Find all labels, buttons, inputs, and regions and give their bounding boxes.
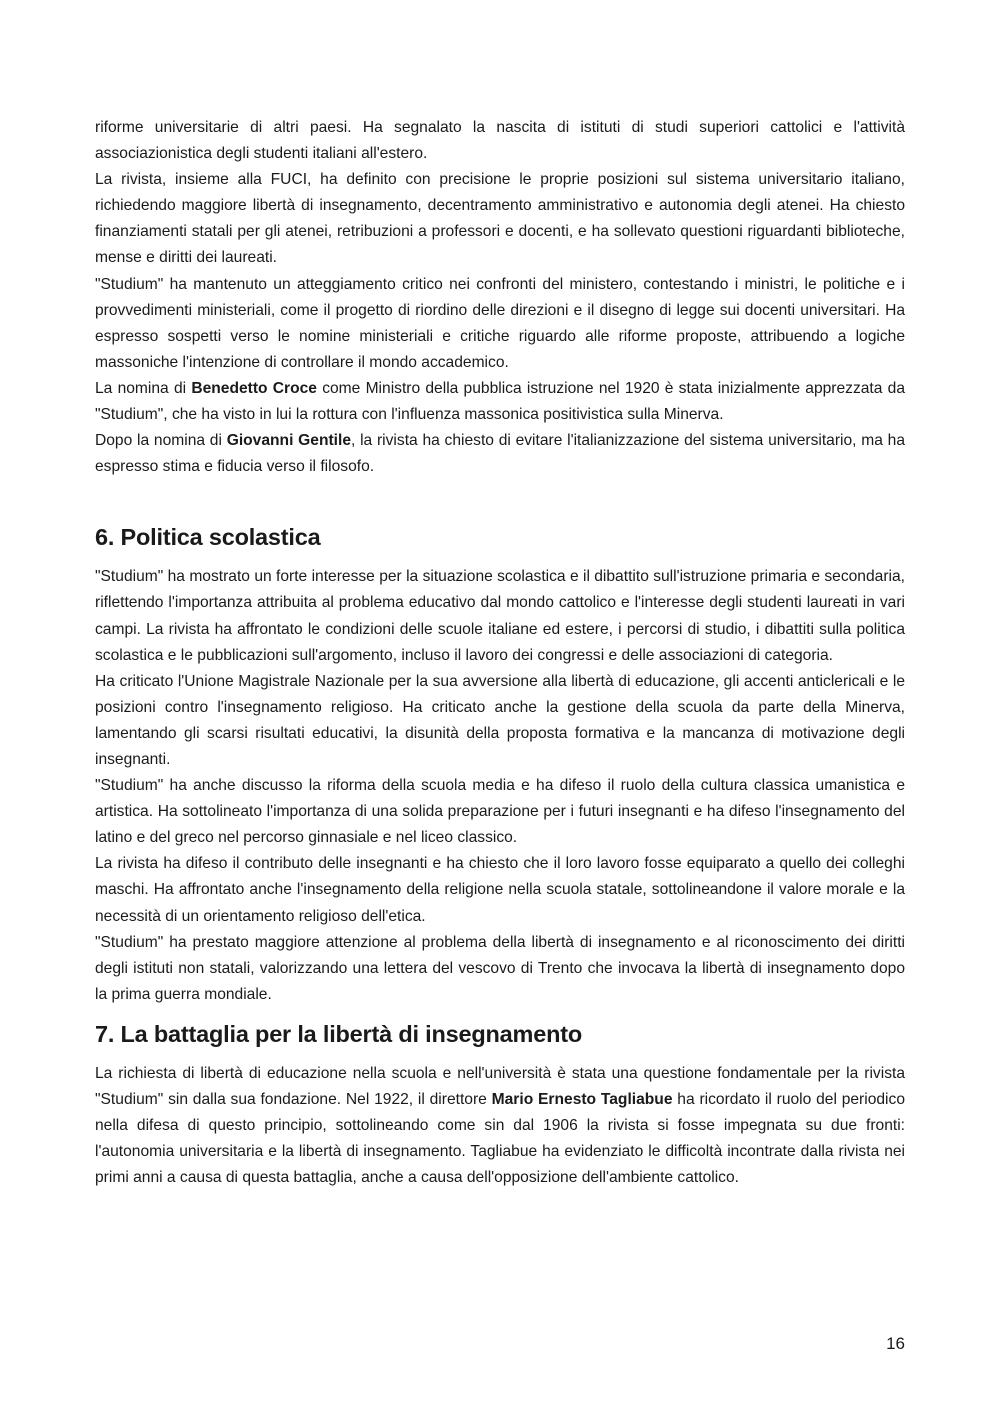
paragraph: "Studium" ha prestato maggiore attenzione al problema della libertà di insegnamento e al riconoscimento dei diritti degli istituti non statali, valorizzando una lettera del vescovo di Trento che invocava la libertà di insegnamento dopo la prima guerra mondiale. <box>95 933 905 1003</box>
bold-name: Giovanni Gentile <box>226 432 352 450</box>
paragraph: Ha criticato l'Unione Magistrale Nazionale per la sua avversione alla libertà di educazione, gli accenti anticlericali e le posizioni contro l'insegnamento religioso. Ha criticato anche la gestione della scuola da parte della Minerva, lamentando gli scarsi risultati educativi, la disunità della proposta formativa e la mancanza di motivazione degli insegnanti. <box>95 672 905 768</box>
paragraph <box>95 428 905 480</box>
text-run: La nomina di <box>95 379 192 397</box>
section-heading: 6. Politica scolastica <box>95 524 321 551</box>
page-number: 16 <box>886 1334 905 1353</box>
text-run: ha ricordato il ruolo del periodico nella difesa di questo principio, sottolineando come sin dal 1906 la rivista si fosse impegnata su due fronti: l'autonomia universitaria e la libertà di insegnamento. Tagliabue ha evidenziato le difficoltà incontrate dalla rivista nei primi anni a causa di questa battaglia, anche a causa dell'opposizione dell'ambiente cattolico. <box>95 1091 905 1187</box>
paragraph <box>95 376 905 428</box>
text-run: La richiesta di libertà di educazione nella scuola e nell'università è stata una questione fondamentale per la rivista "Studium" sin dalla sua fondazione. Nel 1922, il direttore <box>95 1064 905 1108</box>
paragraph <box>95 1061 905 1191</box>
text-run: Dopo la nomina di <box>95 432 227 450</box>
paragraph: riforme universitarie di altri paesi. Ha segnalato la nascita di istituti di studi superiori cattolici e l'attività associazionistica degli studenti italiani all'estero. <box>95 119 905 163</box>
paragraph: La rivista ha difeso il contributo delle insegnanti e ha chiesto che il loro lavoro fosse equiparato a quello dei colleghi maschi. Ha affrontato anche l'insegnamento della religione nella scuola statale, sottolineandone il valore morale e la necessità di un orientamento religioso dell'etica. <box>95 855 905 925</box>
bold-name: Mario Ernesto Tagliabue <box>491 1091 673 1108</box>
text-run: , la rivista ha chiesto di evitare l'italianizzazione del sistema universitario, ma ha espresso stima e fiducia verso il filosofo. <box>95 432 905 476</box>
paragraph: "Studium" ha anche discusso la riforma della scuola media e ha difeso il ruolo della cultura classica umanistica e artistica. Ha sottolineato l'importanza di una solida preparazione per i futuri insegnanti e ha difeso l'insegnamento del latino e del greco nel percorso ginnasiale e nel liceo classico. <box>95 777 905 847</box>
paragraph: La rivista, insieme alla FUCI, ha definito con precisione le proprie posizioni sul sistema universitario italiano, richiedendo maggiore libertà di insegnamento, decentramento amministrativo e autonomia degli atenei. Ha chiesto finanziamenti statali per gli atenei, retribuzioni a professori e docenti, e ha sollevato questioni riguardanti biblioteche, mense e diritti dei laureati. <box>95 171 905 267</box>
text-run: come Ministro della pubblica istruzione nel 1920 è stata inizialmente apprezzata da "Studium", che ha visto in lui la rottura con l'influenza massonica positivistica sulla Minerva. <box>95 379 906 424</box>
paragraph: "Studium" ha mostrato un forte interesse per la situazione scolastica e il dibattito sull'istruzione primaria e secondaria, riflettendo l'importanza attribuita al problema educativo dal mondo cattolico e l'interesse degli studenti laureati in vari campi. La rivista ha affrontato le condizioni delle scuole italiane ed estere, i percorsi di studio, i dibattiti sulla politica scolastica e le pubblicazioni sull'argomento, incluso il lavoro dei congressi e delle associazioni di categoria. <box>95 568 905 664</box>
bold-name: Benedetto Croce <box>191 379 317 397</box>
section-heading: 7. La battaglia per la libertà di insegnamento <box>95 1020 583 1047</box>
document-page <box>95 115 905 1191</box>
paragraph: "Studium" ha mantenuto un atteggiamento critico nei confronti del ministero, contestando i ministri, le politiche e i provvedimenti ministeriali, come il progetto di riordino delle direzioni e il disegno di legge sui docenti universitari. Ha espresso sospetti verso le nomine ministeriali e critiche riguardo alle riforme proposte, attribuendo a logiche massoniche l'intenzione di controllare il mondo accademico. <box>95 275 905 371</box>
